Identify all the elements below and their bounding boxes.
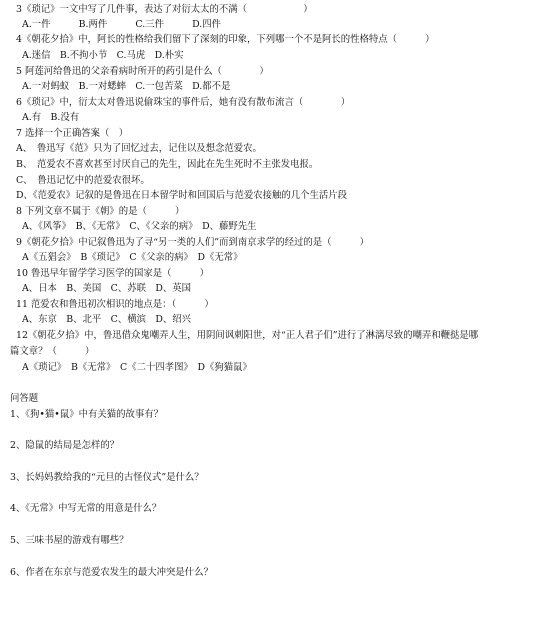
q12-stem: 12《朝花夕拾》中，鲁迅借众鬼嘲弄人生，用阴间讽刺阳世，对“正人君子们”进行了淋漓尽致的嘲弄和鞭挞是哪 bbox=[16, 330, 479, 341]
q4-stem: 4《朝花夕拾》中，阿长的性格给我们留下了深刻的印象，下列哪一个不是阿长的性格特点（ ） bbox=[16, 34, 435, 45]
q9-stem: 9《朝花夕拾》中记叙鲁迅为了寻“另一类的人们”而到南京求学的经过的是（ ） bbox=[16, 237, 370, 248]
q7-option-c: C、 鲁迅记忆中的范爱农很坏。 bbox=[16, 175, 150, 186]
q8-stem: 8 下列文章不属于《朝》的是（ ） bbox=[16, 206, 185, 217]
qa-question-5: 5、三味书屋的游戏有哪些？ bbox=[10, 535, 129, 546]
qa-question-6: 6、作者在东京与范爱农发生的最大冲突是什么？ bbox=[10, 567, 213, 578]
q11-options: A、东京 B、北平 C、横滨 D、绍兴 bbox=[22, 314, 191, 325]
q8-options: A、《风筝》 B、《无常》 C、《父亲的病》 D、藤野先生 bbox=[22, 221, 257, 232]
qa-question-1: 1、《狗•猫•鼠》中有关猫的故事有？ bbox=[10, 409, 163, 420]
q7-option-b: B、 范爱农不喜欢甚至讨厌自己的先生，因此在先生死时不主张发电报。 bbox=[16, 159, 319, 170]
q10-options: A、日本 B、美国 C、苏联 D、英国 bbox=[22, 283, 191, 294]
qa-question-3: 3、长妈妈教给我的“元旦的古怪仪式”是什么？ bbox=[10, 472, 204, 483]
q5-options: A.一对蚂蚁 B.一对蟋蟀 C.一包苦菜 D.都不是 bbox=[22, 81, 231, 92]
q12-options: A《琐记》 B《无常》 C《二十四孝图》 D《狗猫鼠》 bbox=[22, 362, 252, 373]
q6-stem: 6《琐记》中，衍太太对鲁迅说偷珠宝的事件后，她有没有散布流言（ ） bbox=[16, 97, 351, 108]
qa-heading: 问答题 bbox=[10, 393, 39, 404]
qa-question-4: 4、《无常》中写无常的用意是什么？ bbox=[10, 503, 162, 514]
q7-option-a: A、 鲁迅写《范》只为了回忆过去，记住以及想念范爱农。 bbox=[16, 143, 262, 154]
q5-stem: 5 阿莲河给鲁迅的父亲看病时所开的药引是什么（ ） bbox=[16, 66, 269, 77]
q3-stem: 3《琐记》一文中写了几件事，表达了对衍太太的不满（ ） bbox=[16, 4, 313, 15]
q7-stem: 7 选择一个正确答案（ ） bbox=[16, 128, 129, 139]
q7-option-d: D、《范爱农》记叙的是鲁迅在日本留学时和回国后与范爱农接触的几个生活片段 bbox=[16, 190, 347, 201]
q10-stem: 10 鲁迅早年留学学习医学的国家是（ ） bbox=[16, 268, 210, 279]
q11-stem: 11 范爱农和鲁迅初次相识的地点是：（ ） bbox=[16, 299, 214, 310]
q4-options: A.迷信 B.不拘小节 C.马虎 D.朴实 bbox=[22, 50, 184, 61]
q9-options: A《五猖会》 B《琐记》 C《父亲的病》 D《无常》 bbox=[22, 252, 243, 263]
q6-options: A.有 B.没有 bbox=[22, 112, 80, 123]
qa-question-2: 2、隐鼠的结局是怎样的？ bbox=[10, 440, 120, 451]
q12-stem-continued: 篇文章？（ ） bbox=[10, 346, 95, 357]
q3-options: A.一件 B.两件 C.三件 D.四件 bbox=[22, 19, 221, 30]
